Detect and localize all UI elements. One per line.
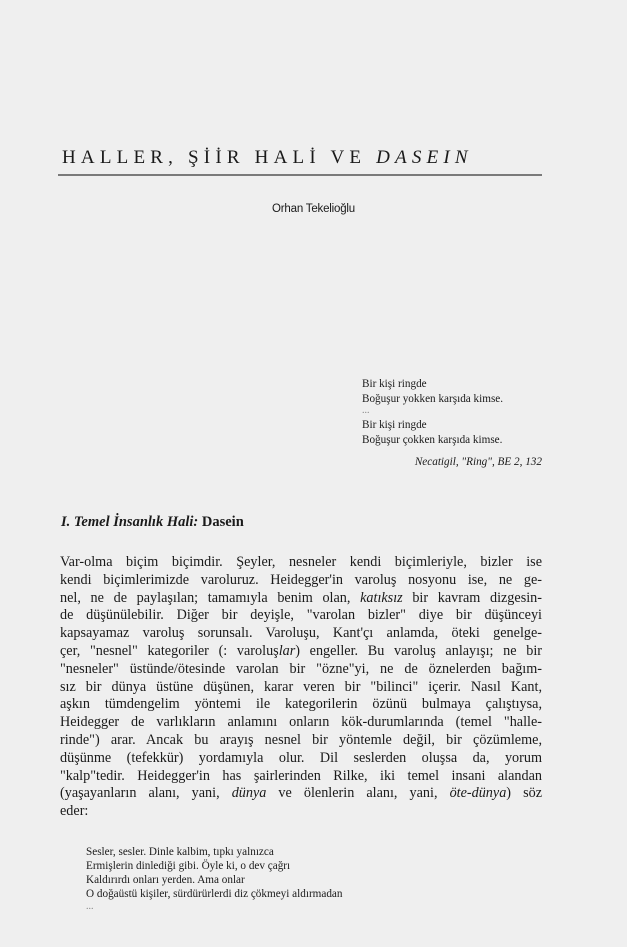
body-line: nel, ne de paylaşılan; tamamıyla benim olan, katıksız bir kavram dizgesin- bbox=[60, 589, 542, 606]
body-line: "nesneler" üstünde/ötesinde varolan bir "özne"yi, ne de öznelerden bağım- bbox=[60, 660, 542, 677]
section-heading-italic: I. Temel İnsanlık Hali: bbox=[61, 514, 199, 530]
body-line: sız bir dünya üstüne düşünen, karar veren bir "bilinci" içerir. Nasıl Kant, bbox=[60, 678, 542, 695]
poem-ellipsis: ... bbox=[86, 901, 94, 912]
body-line: kendi biçimlerimizde varoluruz. Heidegger'in varoluş nosyonu ise, ne ge- bbox=[60, 571, 542, 588]
author-name: Orhan Tekelioğlu bbox=[272, 203, 355, 215]
epigraph-line: Boğuşur çokken karşıda kimse. bbox=[362, 433, 503, 446]
poem-quote bbox=[86, 845, 486, 913]
poem-line: O doğaüstü kişiler, sürdürürlerdi diz çökmeyi aldırmadan bbox=[86, 888, 343, 900]
body-line: Heidegger de varlıkların anlamını onların kök-durumlarında (temel "halle- bbox=[60, 714, 542, 731]
body-line: rinde") arar. Ancak bu arayış nesnel bir yöntemle değil, bir çözümleme, bbox=[60, 731, 542, 748]
poem-line: Ermişlerin dinlediği gibi. Öyle ki, o dev çağrı bbox=[86, 860, 291, 872]
epigraph-line: Boğuşur yokken karşıda kimse. bbox=[362, 392, 504, 405]
title-main: HALLER, ŞİİR HALİ VE bbox=[62, 147, 367, 168]
epigraph-source: Necatigil, "Ring", BE 2, 132 bbox=[414, 456, 542, 468]
body-line: düşünme (tefekkür) yordamıyla olur. Dil seslerden oluşsa da, yorum bbox=[60, 749, 542, 766]
body-line: de düşünülebilir. Diğer bir deyişle, "varolan bizler" diye bir düşünceyi bbox=[60, 607, 542, 624]
epigraph-line: Bir kişi ringde bbox=[362, 378, 427, 390]
poem-line: Kaldırırdı onları yerden. Ama onlar bbox=[86, 874, 245, 886]
title-rule bbox=[58, 174, 542, 176]
body-line: "kalp"tedir. Heidegger'in has şairlerinden Rilke, iki temel insani alandan bbox=[60, 767, 542, 784]
section-heading-bold: Dasein bbox=[201, 514, 244, 530]
body-line: (yaşayanların alanı, yani, dünya ve ölenlerin alanı, yani, öte-dünya) söz bbox=[60, 785, 542, 802]
epigraph-ellipsis: ... bbox=[362, 405, 370, 416]
article-title bbox=[62, 146, 542, 170]
epigraph bbox=[362, 377, 542, 470]
body-line: Var-olma biçim biçimdir. Şeyler, nesneler kendi biçimleriyle, bizler ise bbox=[60, 554, 542, 570]
epigraph-line: Bir kişi ringde bbox=[362, 419, 427, 431]
body-line: eder: bbox=[60, 803, 89, 820]
body-line: kapsayamaz varoluş sorunsalı. Varoluşu, Kant'çı anlamda, öteki genelge- bbox=[60, 625, 542, 642]
body-paragraph bbox=[60, 554, 542, 821]
poem-line: Sesler, sesler. Dinle kalbim, tıpkı yalnızca bbox=[86, 846, 274, 858]
section-heading bbox=[61, 514, 244, 531]
title-italic: DASEIN bbox=[376, 147, 473, 168]
body-line: aşkın tümdengelim yöntemi ile kategorilerin özünü bulmaya çalıştıysa, bbox=[60, 696, 542, 713]
body-line: çer, "nesnel" kategoriler (: varoluşlar) engeller. Bu varoluş anlayışı; ne bir bbox=[60, 642, 542, 659]
